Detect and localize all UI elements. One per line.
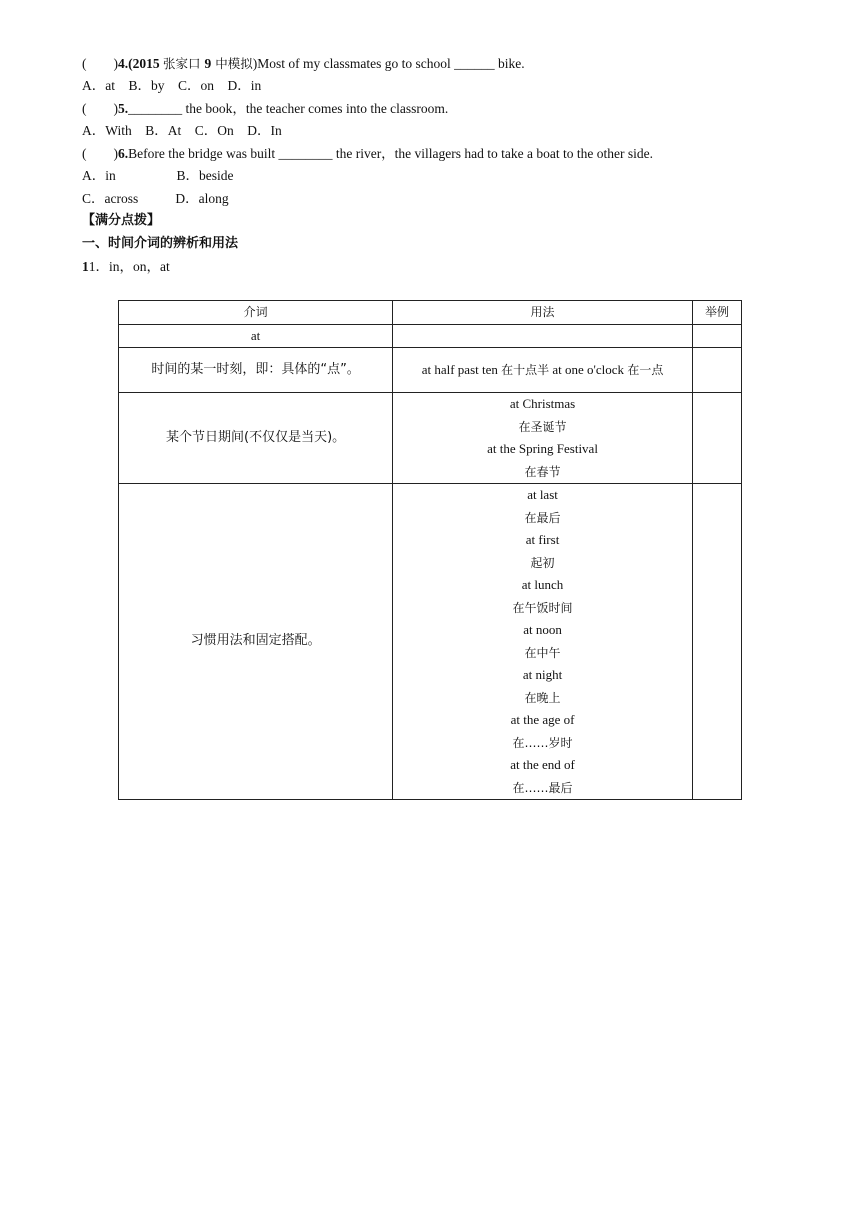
example-zh: 在一点 [627, 363, 664, 377]
example-line: at last 在最后 [524, 487, 561, 525]
question-text: Before the bridge was built ________ the river，the villagers had to take a boat to the other side. [128, 146, 653, 161]
table-cell [692, 348, 741, 393]
section-title: 【满分点拨】 [82, 213, 161, 228]
question-number: 4. [118, 56, 129, 71]
subsection-title: 一、时间介词的辨析和用法 [82, 236, 239, 251]
source-city: 张家口 [163, 56, 205, 71]
table-row [119, 324, 742, 348]
table-cell: at [119, 324, 393, 348]
example-en: at half past ten [421, 362, 502, 377]
question-4 [82, 54, 525, 74]
question-6 [82, 144, 653, 164]
answer-blank: ( ) [82, 56, 118, 71]
table-cell: 时间的某一时刻，即：具体的“点”。 [119, 348, 393, 393]
question-5 [82, 99, 448, 119]
example-line: at first 起初 [525, 532, 560, 570]
source-close: ) [252, 56, 258, 71]
question-4-options: A．at B．by C．on D．in [82, 78, 262, 93]
example-line: at noon 在中午 [523, 622, 562, 660]
question-number: 5. [118, 101, 129, 116]
header-example: 举例 [692, 301, 741, 325]
table-cell [692, 393, 741, 484]
table-cell [393, 393, 693, 484]
question-number: 6. [118, 146, 129, 161]
table-cell: 习惯用法和固定搭配。 [119, 484, 393, 800]
question-5-options: A．With B．At C．On D．In [82, 123, 282, 138]
example-en: at one o'clock [549, 362, 628, 377]
question-6-options-1: A．in B．beside [82, 168, 234, 183]
table-cell [692, 324, 741, 348]
table-row [119, 348, 742, 393]
example-line: at Christmas 在圣诞节 [509, 396, 576, 434]
table-cell: 某个节日期间(不仅仅是当天)。 [119, 393, 393, 484]
question-6-options-2: C．across D．along [82, 191, 229, 206]
header-preposition: 介词 [119, 301, 393, 325]
preposition-table [118, 300, 742, 800]
source-number: 9 [204, 56, 212, 71]
item-title: 11．in，on，at [82, 259, 170, 274]
example-line: at night 在晚上 [522, 667, 563, 705]
source-open: (2015 [128, 56, 163, 71]
answer-blank: ( ) [82, 101, 118, 116]
question-text: ________ the book，the teacher comes into the classroom. [128, 101, 449, 116]
example-line: at lunch 在午饭时间 [512, 577, 573, 615]
table-cell [393, 324, 693, 348]
table-cell [692, 484, 741, 800]
item-title-text: 1．in，on，at [88, 259, 170, 274]
header-usage: 用法 [393, 301, 693, 325]
example-line: at the Spring Festival 在春节 [487, 441, 598, 479]
source-type: 中模拟 [211, 56, 253, 71]
example-line: at the end of 在……最后 [510, 757, 575, 795]
example-line: at the age of 在……岁时 [510, 712, 575, 750]
table-cell [393, 348, 693, 393]
answer-blank: ( ) [82, 146, 118, 161]
table-row [119, 393, 742, 484]
table-cell [393, 484, 693, 800]
example-zh: 在十点半 [501, 363, 550, 377]
question-text: Most of my classmates go to school ______ bike. [257, 56, 525, 71]
table-header-row [119, 301, 742, 325]
table-row [119, 484, 742, 800]
